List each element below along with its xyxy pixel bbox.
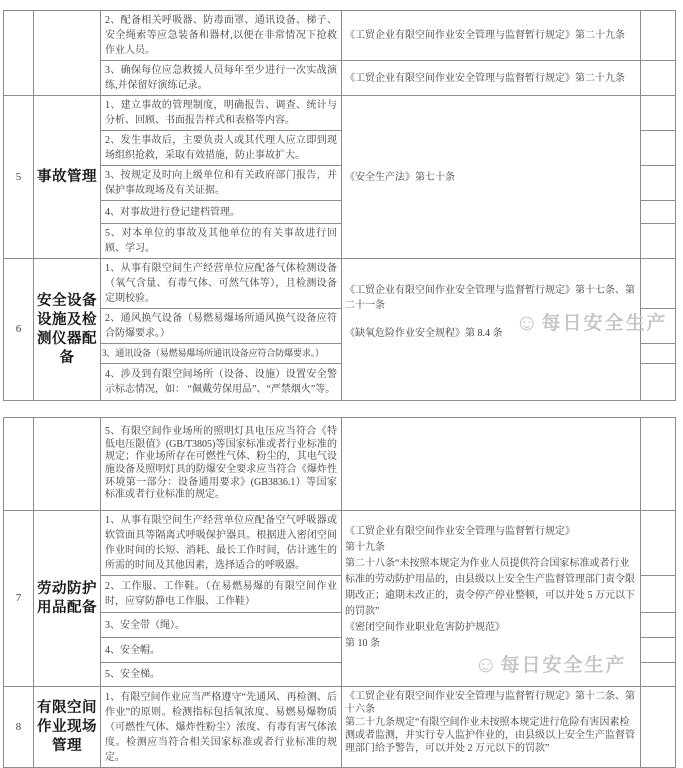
reference-line: 《缺氧危险作业安全规程》第 8.4 条: [345, 328, 503, 339]
check-item-text: 2、工作服、工作鞋。（在易燃易爆的有限空间作业时，应穿防静电工作服、工作鞋）: [101, 576, 342, 613]
check-item-text: 4、安全帽。: [101, 638, 342, 663]
table-row: [4, 259, 676, 309]
row-number-cell: [4, 418, 34, 511]
result-cell: [641, 663, 676, 687]
result-cell: [641, 687, 676, 768]
checklist-page: [3, 10, 675, 768]
result-cell: [641, 224, 676, 259]
table-row: [4, 11, 676, 61]
category-cell: 有限空间作业现场管理: [34, 687, 101, 768]
reference-line: 《工贸企业有限空间作业安全管理与监督暂行规定》: [345, 526, 575, 537]
result-cell: [641, 511, 676, 576]
result-cell: [641, 576, 676, 613]
reference-line: 《工贸企业有限空间作业安全管理与监督暂行规定》第十二条、第十六条: [345, 691, 635, 715]
table-row: [4, 687, 676, 768]
result-cell: [641, 11, 676, 61]
result-cell: [641, 364, 676, 401]
reference-cell: 《工贸企业有限空间作业安全管理与监督暂行规定》第二十九条: [342, 61, 641, 96]
check-item-text: 4、涉及到有限空间场所（设备、设施）设置安全警示标志情况，如： “佩戴劳保用品”、“严禁烟火”等。: [101, 364, 342, 401]
table-row: [4, 511, 676, 576]
result-cell: [641, 96, 676, 131]
smiley-logo-icon: ☺: [515, 308, 539, 335]
result-cell: [641, 418, 676, 511]
result-cell: [641, 201, 676, 224]
spacer: [345, 313, 637, 326]
result-cell: [641, 61, 676, 96]
check-item-text: 5、对本单位的事故及其他单位的有关事故进行回顾、学习。: [101, 224, 342, 259]
result-cell: [641, 166, 676, 201]
row-number-cell: 7: [4, 511, 34, 687]
watermark-text: 每日安全生产: [500, 655, 627, 676]
table-row: [4, 61, 676, 96]
check-item-text: 3、确保每位应急救援人员每年至少进行一次实战演练,并保留好演练记录。: [101, 61, 342, 96]
category-cell: [34, 418, 101, 511]
check-item-text: 1、从事有限空间生产经营单位应配备空气呼吸器或软管面具等隔离式呼吸保护器具。根据进入密闭空间作业时间的长短、消耗、最长工作时间，估计逃生的所需的时间及其他因素，选择适合的呼吸器。: [101, 511, 342, 576]
reference-cell: [342, 687, 641, 768]
check-item-text: 1、建立事故的管理制度，明确报告、调查、统计与分析、回顾、书面报告样式和表格等内容。: [101, 96, 342, 131]
category-cell: 劳动防护用品配备: [34, 511, 101, 687]
reference-cell: 《工贸企业有限空间作业安全管理与监督暂行规定》第二十九条: [342, 11, 641, 61]
table-row: [4, 96, 676, 131]
check-item-text: 2、发生事故后，主要负责人或其代理人应立即到现场组织抢救，采取有效措施，防止事故扩大。: [101, 131, 342, 166]
check-item-text: 4、对事故进行登记建档管理。: [101, 201, 342, 224]
result-cell: [641, 309, 676, 344]
check-item-text: 3、按规定及时向上级单位和有关政府部门报告，并保护事故现场及有关证据。: [101, 166, 342, 201]
result-cell: [641, 638, 676, 663]
check-item-text: 2、通风换气设备（易燃易爆场所通风换气设备应符合防爆要求。）: [101, 309, 342, 344]
row-number-cell: 5: [4, 96, 34, 259]
reference-line: 第二十八条“未按照本规定为作业人员提供符合国家标准或者行业标准的劳动防护用品的，由县级以上安全生产监督管理部门责令限期改正；逾期未改正的，责令停产停业整顿，可以并处 5 万元以下的罚款”: [345, 558, 635, 617]
reference-cell: 《安全生产法》第七十条: [342, 96, 641, 259]
reference-cell: [342, 418, 641, 511]
check-item-text: 1、有限空间作业应当严格遵守“先通风、再检测、后作业”的原则。检测指标包括氧浓度、易燃易爆物质（可燃性气体、爆炸性粉尘）浓度、有毒有害气体浓度。检测应当符合相关国家标准或者行业标准的规定。: [101, 687, 342, 768]
category-cell: [34, 11, 101, 96]
safety-checklist-table-2: [3, 417, 676, 768]
check-item-text: 5、有限空间作业场所的照明灯具电压应当符合《特低电压限值》(GB/T3805)等国家标准或者行业标准的规定；作业场所存在可燃性气体、粉尘的，其电气设施设备及照明灯具的防爆安全要求应当符合《爆炸性环境第一部分：设备通用要求》(GB3836.1）等国家标准或者行业标准的规定。: [101, 418, 342, 511]
table-row: [4, 418, 676, 511]
row-number-cell: [4, 11, 34, 96]
result-cell: [641, 344, 676, 364]
row-number-cell: 8: [4, 687, 34, 768]
result-cell: [641, 131, 676, 166]
reference-cell: [342, 259, 641, 401]
check-item-text: 3、通讯设备（易燃易爆场所通讯设备应符合防爆要求。）: [101, 344, 342, 364]
row-number-cell: 6: [4, 259, 34, 401]
reference-line: 第二十九条规定“有限空间作业未按照本规定进行危险有害因素检测或者监测，并实行专人监护作业的，由县级以上安全生产监督管理部门给予警告，可以并处 2 万元以下的罚款”: [345, 717, 635, 754]
category-cell: 安全设备设施及检测仪器配备: [34, 259, 101, 401]
check-item-text: 1、从事有限空间生产经营单位应配备气体检测设备（氧气含量、有毒气体、可然气体等），且检测设备定期校验。: [101, 259, 342, 309]
reference-line: 《工贸企业有限空间作业安全管理与监督暂行规定》第十七条、第二十一条: [345, 285, 635, 311]
check-item-text: 2、配备相关呼吸器、防毒面罩、通讯设备、梯子、安全绳索等应急装备和器材,以便在非常情况下抢救作业人员。: [101, 11, 342, 61]
check-item-text: 5、安全梯。: [101, 663, 342, 687]
smiley-logo-icon: ☺: [474, 650, 498, 677]
safety-checklist-table-1: [3, 10, 676, 401]
reference-line: 第十九条: [345, 542, 385, 553]
watermark-text: 每日安全生产: [541, 313, 668, 334]
result-cell: [641, 613, 676, 638]
result-cell: [641, 259, 676, 309]
reference-line: 《密闭空间作业职业危害防护规范》: [345, 622, 505, 633]
reference-cell: [342, 511, 641, 687]
reference-line: 第 10 条: [345, 638, 380, 649]
check-item-text: 3、安全带（绳）。: [101, 613, 342, 638]
category-cell: 事故管理: [34, 96, 101, 259]
